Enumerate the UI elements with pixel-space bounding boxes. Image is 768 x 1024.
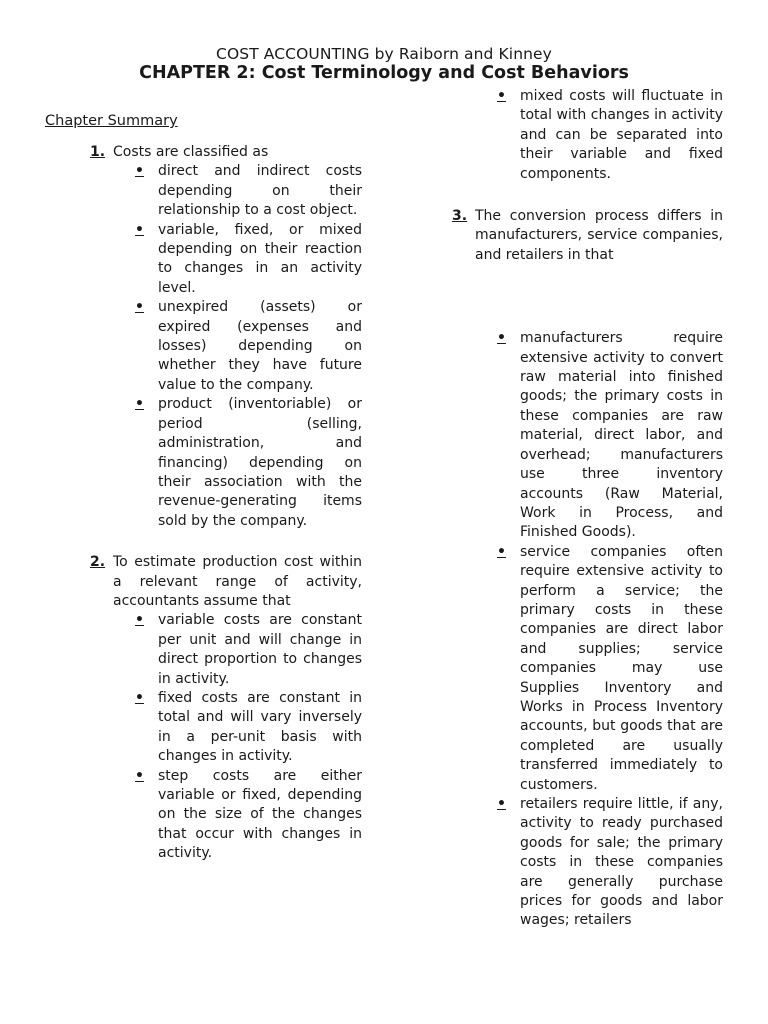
item-number: 3. xyxy=(452,208,468,225)
list-item xyxy=(135,767,362,864)
item-intro: To estimate production cost within a relevant range of activity, accountants assume that xyxy=(113,554,362,609)
bullet-icon: • xyxy=(135,767,144,784)
section-heading: Chapter Summary xyxy=(45,113,178,129)
list-item xyxy=(497,543,723,795)
item-number: 1. xyxy=(90,144,106,160)
bullet-list xyxy=(135,611,362,863)
right-column xyxy=(452,87,723,931)
summary-item-2 xyxy=(90,553,362,611)
item-intro: The conversion process differs in manufacturers, service companies, and retailers in that xyxy=(475,208,723,263)
bullet-text: product (inventoriable) or period (selling, administration, and financing) depending on their association with the revenue-generating items sold by the company. xyxy=(158,396,362,529)
bullet-text: fixed costs are constant in total and will vary inversely in a per-unit basis with changes in activity. xyxy=(158,689,362,765)
bullet-icon: • xyxy=(135,612,144,629)
bullet-icon: • xyxy=(135,163,144,180)
bullet-icon: • xyxy=(497,543,506,560)
left-column xyxy=(90,143,362,864)
bullet-list xyxy=(135,162,362,531)
document-subtitle: COST ACCOUNTING by Raiborn and Kinney xyxy=(216,45,552,63)
bullet-text: mixed costs will fluctuate in total with changes in activity and can be separated into their variable and fixed components. xyxy=(520,88,723,182)
bullet-list xyxy=(497,87,723,184)
list-item xyxy=(135,298,362,395)
bullet-icon: • xyxy=(135,299,144,316)
bullet-icon: • xyxy=(497,330,506,347)
bullet-text: retailers require little, if any, activity to ready purchased goods for sale; the primary costs in these companies are generally purchase prices for goods and labor wages; retailers xyxy=(520,796,723,929)
bullet-text: unexpired (assets) or expired (expenses and losses) depending on whether they have future value to the company. xyxy=(158,299,362,393)
list-item xyxy=(497,87,723,184)
list-item xyxy=(135,162,362,220)
item-intro: Costs are classified as xyxy=(113,144,269,160)
list-item xyxy=(135,689,362,767)
bullet-icon: • xyxy=(497,88,506,104)
bullet-text: variable, fixed, or mixed depending on their reaction to changes in an activity level. xyxy=(158,221,362,296)
bullet-list xyxy=(497,329,723,931)
bullet-text: manufacturers require extensive activity to convert raw material into finished goods; the primary costs in these companies are raw material, direct labor, and overhead; manufacturers use three inventory accounts (Raw Material, Work in Process, and Finished Goods). xyxy=(520,330,723,541)
bullet-icon: • xyxy=(135,221,144,238)
bullet-text: service companies often require extensive activity to perform a service; the primary costs in these companies are direct labor and supplies; service companies may use Supplies Inventory and Works in Process Inventory accounts, but goods that are completed are usually transferred immediately to customers. xyxy=(520,543,723,793)
bullet-text: direct and indirect costs depending on their relationship to a cost object. xyxy=(158,163,362,219)
bullet-text: variable costs are constant per unit and will change in direct proportion to changes in activity. xyxy=(158,612,362,687)
document-title: CHAPTER 2: Cost Terminology and Cost Behaviors xyxy=(139,63,629,83)
list-item xyxy=(497,329,723,542)
list-item xyxy=(135,395,362,531)
list-item xyxy=(135,611,362,689)
bullet-icon: • xyxy=(497,796,506,812)
item-number: 2. xyxy=(90,554,106,571)
summary-item-3 xyxy=(452,207,723,265)
bullet-icon: • xyxy=(135,396,144,413)
bullet-text: step costs are either variable or fixed, depending on the size of the changes that occur with changes in activity. xyxy=(158,767,362,862)
summary-item-1 xyxy=(90,143,362,162)
list-item xyxy=(497,795,723,931)
list-item xyxy=(135,221,362,299)
bullet-icon: • xyxy=(135,689,144,706)
